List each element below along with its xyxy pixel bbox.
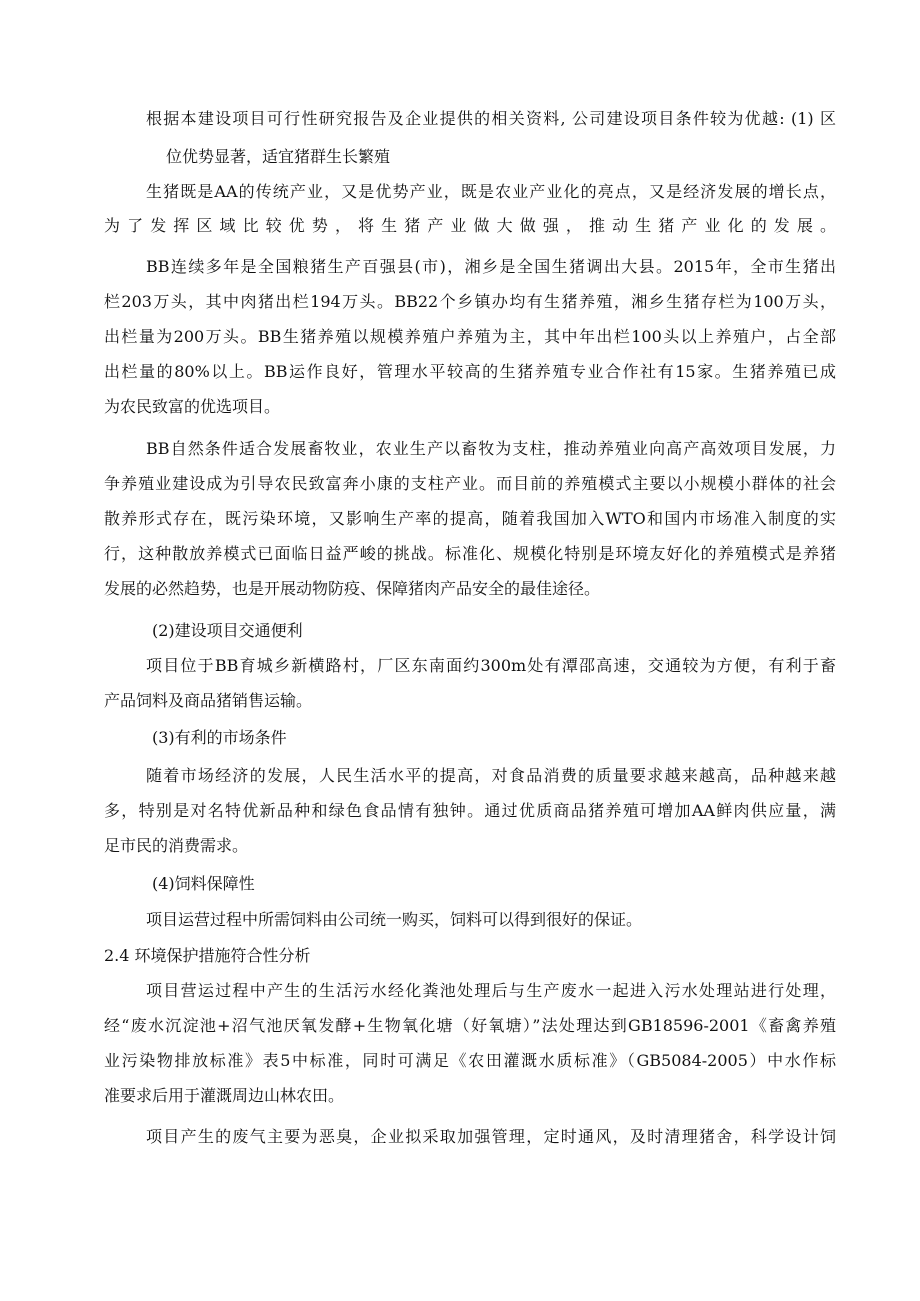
subheading: (3)有利的市场条件 <box>152 728 287 747</box>
paragraph-line: 多，特别是对名特优新品种和绿色食品情有独钟。通过优质商品猪养殖可增加AA鲜肉供应量，满 <box>104 801 836 820</box>
paragraph-line: 栏203万头，其中肉猪出栏194万头。BB22个乡镇办均有生猪养殖，湘乡生猪存栏为100万头， <box>104 292 836 311</box>
paragraph-line: BB自然条件适合发展畜牧业，农业生产以畜牧为支柱，推动养殖业向高产高效项目发展，力 <box>146 439 836 458</box>
paragraph-line: 项目营运过程中产生的生活污水经化粪池处理后与生产废水一起进入污水处理站进行处理， <box>146 981 836 1000</box>
paragraph-line: 出栏量为200万头。BB生猪养殖以规模养殖户养殖为主，其中年出栏100头以上养殖户，占全部 <box>104 327 836 346</box>
paragraph-line: 项目位于BB育城乡新横路村，厂区东南面约300m处有潭邵高速，交通较为方便，有利于畜 <box>146 656 836 675</box>
paragraph-line: 出栏量的80%以上。BB运作良好，管理水平较高的生猪养殖专业合作社有15家。生猪养殖已成 <box>104 362 836 381</box>
subheading: (4)饲料保障性 <box>152 874 255 893</box>
paragraph-line: 产品饲料及商品猪销售运输。 <box>104 691 313 710</box>
paragraph-line: 根据本建设项目可行性研究报告及企业提供的相关资料, 公司建设项目条件较为优越: (1) 区 <box>146 109 836 128</box>
paragraph-line: 经“废水沉淀池+沼气池厌氧发酵+生物氧化塘（好氧塘）”法处理达到GB18596-2001《畜禽养殖 <box>104 1016 836 1035</box>
paragraph-line: 争养殖业建设成为引导农民致富奔小康的支柱产业。而目前的养殖模式主要以小规模小群体的社会 <box>104 474 836 493</box>
paragraph-line: 行，这种散放养模式已面临日益严峻的挑战。标准化、规模化特别是环境友好化的养殖模式是养猪 <box>104 544 836 563</box>
paragraph-line: 为了发挥区域比较优势，将生猪产业做大做强，推动生猪产业化的发展。 <box>104 216 836 235</box>
section-heading: 2.4 环境保护措施符合性分析 <box>104 946 311 965</box>
paragraph-line: 为农民致富的优选项目。 <box>104 397 281 416</box>
paragraph-line: 随着市场经济的发展，人民生活水平的提高，对食品消费的质量要求越来越高，品种越来越 <box>146 766 836 785</box>
paragraph-line: 项目产生的废气主要为恶臭，企业拟采取加强管理，定时通风，及时清理猪舍，科学设计饲 <box>146 1127 836 1146</box>
paragraph-line: 生猪既是AA的传统产业，又是优势产业，既是农业产业化的亮点，又是经济发展的增长点， <box>146 182 836 201</box>
subheading: (2)建设项目交通便利 <box>152 621 303 640</box>
paragraph-line: 发展的必然趋势，也是开展动物防疫、保障猪肉产品安全的最佳途径。 <box>104 579 601 598</box>
paragraph-line: 项目运营过程中所需饲料由公司统一购买，饲料可以得到很好的保证。 <box>146 910 643 929</box>
paragraph-line: 足市民的消费需求。 <box>104 836 249 855</box>
paragraph-line: 位优势显著，适宜猪群生长繁殖 <box>166 147 391 166</box>
paragraph-line: 散养形式存在，既污染环境，又影响生产率的提高，随着我国加入WTO和国内市场准入制度的实 <box>104 509 836 528</box>
paragraph-line: 准要求后用于灌溉周边山林农田。 <box>104 1086 345 1105</box>
paragraph-line: 业污染物排放标准》表5中标准，同时可满足《农田灌溉水质标准》（GB5084-2005）中水作标 <box>104 1051 836 1070</box>
paragraph-line: BB连续多年是全国粮猪生产百强县(市)，湘乡是全国生猪调出大县。2015年，全市生猪出 <box>146 257 836 276</box>
